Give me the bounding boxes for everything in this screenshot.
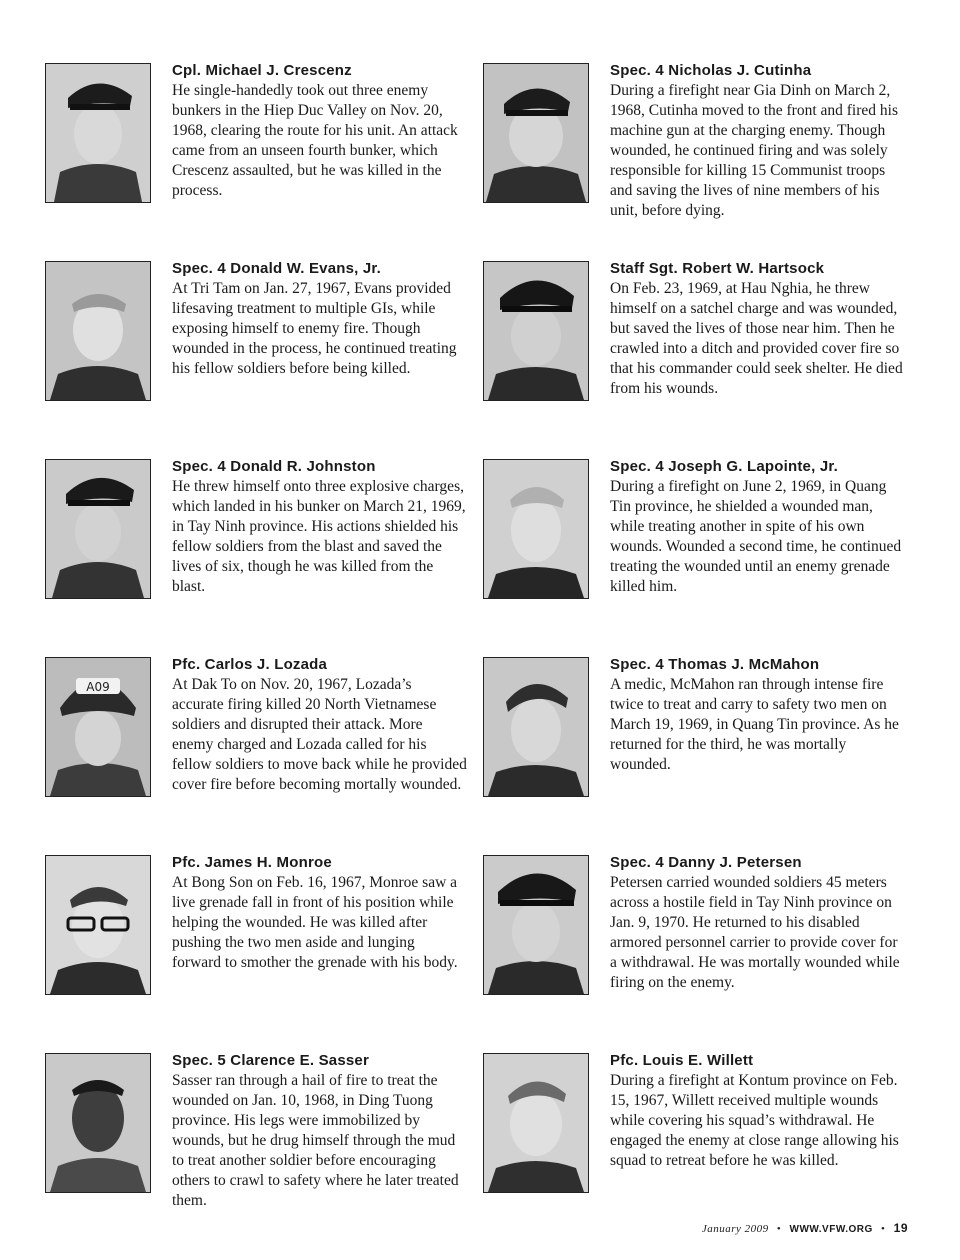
entry-petersen	[483, 855, 903, 1005]
page-footer	[702, 1221, 908, 1235]
entry-hartsock	[483, 261, 903, 411]
soldier-name: Cpl. Michael J. Crescenz	[172, 62, 352, 79]
soldier-bio: Sasser ran through a hail of fire to treat the wounded on Jan. 10, 1968, in Ding Tuong province. His legs were immobilized by wounds, but he drug himself through the mud to treat another soldier before encouraging others to crawl to safety where he later treated them.	[172, 1072, 459, 1209]
entry-lozada	[45, 657, 465, 807]
soldier-bio: During a firefight near Gia Dinh on March 2, 1968, Cutinha moved to the front and fired his machine gun at the charging enemy. Though wounded, he continued firing and was solely responsible for killing 15 Communist troops and saving the lives of nine members of his unit, before dying.	[610, 82, 898, 219]
soldier-name: Pfc. Carlos J. Lozada	[172, 656, 328, 673]
entry-evans	[45, 261, 465, 411]
soldier-name: Spec. 4 Donald R. Johnston	[172, 458, 376, 475]
soldier-bio: On Feb. 23, 1969, at Hau Nghia, he threw himself on a satchel charge and was wounded, but saved the lives of those near him. Then he crawled into a ditch and provided cover fire so that his commander could seek shelter. He died from his wounds.	[610, 280, 903, 397]
portrait-photo	[45, 657, 151, 797]
separator: •	[776, 1223, 782, 1235]
soldier-name: Spec. 4 Donald W. Evans, Jr.	[172, 260, 382, 277]
portrait-photo	[483, 459, 589, 599]
soldier-name: Spec. 4 Nicholas J. Cutinha	[610, 62, 812, 79]
entry-mcmahon	[483, 657, 903, 807]
entry-johnston	[45, 459, 465, 609]
portrait-photo	[45, 1053, 151, 1193]
soldier-bio: At Dak To on Nov. 20, 1967, Lozada’s accurate firing killed 20 North Vietnamese soldiers and disrupted their attack. More enemy charged and Lozada called for his fellow soldiers to move back while he provided cover fire before becoming mortally wounded.	[172, 676, 467, 793]
soldier-bio: At Tri Tam on Jan. 27, 1967, Evans provided lifesaving treatment to multiple GIs, while exposing himself to enemy fire. Though wounded in the process, he continued treating his fellow soldiers before being killed.	[172, 280, 457, 377]
soldier-bio: During a firefight on June 2, 1969, in Quang Tin province, he shielded a wounded man, while treating another in spite of his own wounds. Wounded a second time, he continued treating the wounded until an enemy grenade killed him.	[610, 478, 902, 595]
portrait-photo	[483, 261, 589, 401]
issue-date: January 2009	[701, 1223, 769, 1235]
soldier-name: Pfc. Louis E. Willett	[610, 1052, 754, 1069]
entry-crescenz	[45, 63, 465, 213]
soldier-name: Staff Sgt. Robert W. Hartsock	[610, 260, 825, 277]
soldier-bio: At Bong Son on Feb. 16, 1967, Monroe saw a live grenade fall in front of his position while helping the wounded. He was killed after pushing the two men aside and lunging forward to smother the grenade with his body.	[172, 874, 458, 971]
soldier-name: Spec. 4 Thomas J. McMahon	[610, 656, 820, 673]
entry-willett	[483, 1053, 903, 1203]
page-number: 19	[893, 1221, 908, 1235]
entry-monroe	[45, 855, 465, 1005]
portrait-photo	[483, 63, 589, 203]
portrait-photo	[45, 459, 151, 599]
portrait-photo	[45, 855, 151, 995]
soldier-bio: A medic, McMahon ran through intense fire twice to treat and carry to safety two men on March 19, 1969, in Quang Tin province. As he returned for the third, he was mortally wounded.	[610, 676, 899, 773]
soldier-name: Pfc. James H. Monroe	[172, 854, 332, 871]
separator: •	[881, 1223, 886, 1235]
soldier-bio: During a firefight at Kontum province on Feb. 15, 1967, Willett received multiple wounds while covering his squad’s withdrawal. He engaged the enemy at close range allowing his squad to retreat before he was killed.	[610, 1072, 899, 1169]
entry-cutinha	[483, 62, 903, 219]
soldier-name: Spec. 5 Clarence E. Sasser	[172, 1052, 369, 1069]
portrait-photo	[45, 63, 151, 203]
entry-lapointe	[483, 459, 903, 609]
portrait-photo	[483, 1053, 589, 1193]
website-url: WWW.VFW.ORG	[789, 1224, 873, 1235]
soldier-bio: He single-handedly took out three enemy bunkers in the Hiep Duc Valley on Nov. 20, 1968, clearing the route for his unit. An attack came from an unseen fourth bunker, which Crescenz assaulted, but he was killed in the process.	[172, 82, 458, 199]
soldier-bio: Petersen carried wounded soldiers 45 meters across a hostile field in Tay Ninh province on Jan. 9, 1970. He returned to his disabled armored personnel carrier to provide cover for a withdrawal. He was mortally wounded while firing on the enemy.	[610, 874, 900, 991]
portrait-photo	[483, 855, 589, 995]
soldier-name: Spec. 4 Joseph G. Lapointe, Jr.	[610, 458, 838, 475]
portrait-photo	[45, 261, 151, 401]
soldier-bio: He threw himself onto three explosive charges, which landed in his bunker on March 21, 1969, in Tay Ninh province. His actions shielded his fellow soldiers from the blast and saved the lives of six, though he was killed from the blast.	[172, 478, 466, 595]
soldier-name: Spec. 4 Danny J. Petersen	[610, 854, 802, 871]
entry-sasser	[45, 1052, 465, 1209]
portrait-photo	[483, 657, 589, 797]
helmet-marking: A09	[86, 680, 110, 694]
